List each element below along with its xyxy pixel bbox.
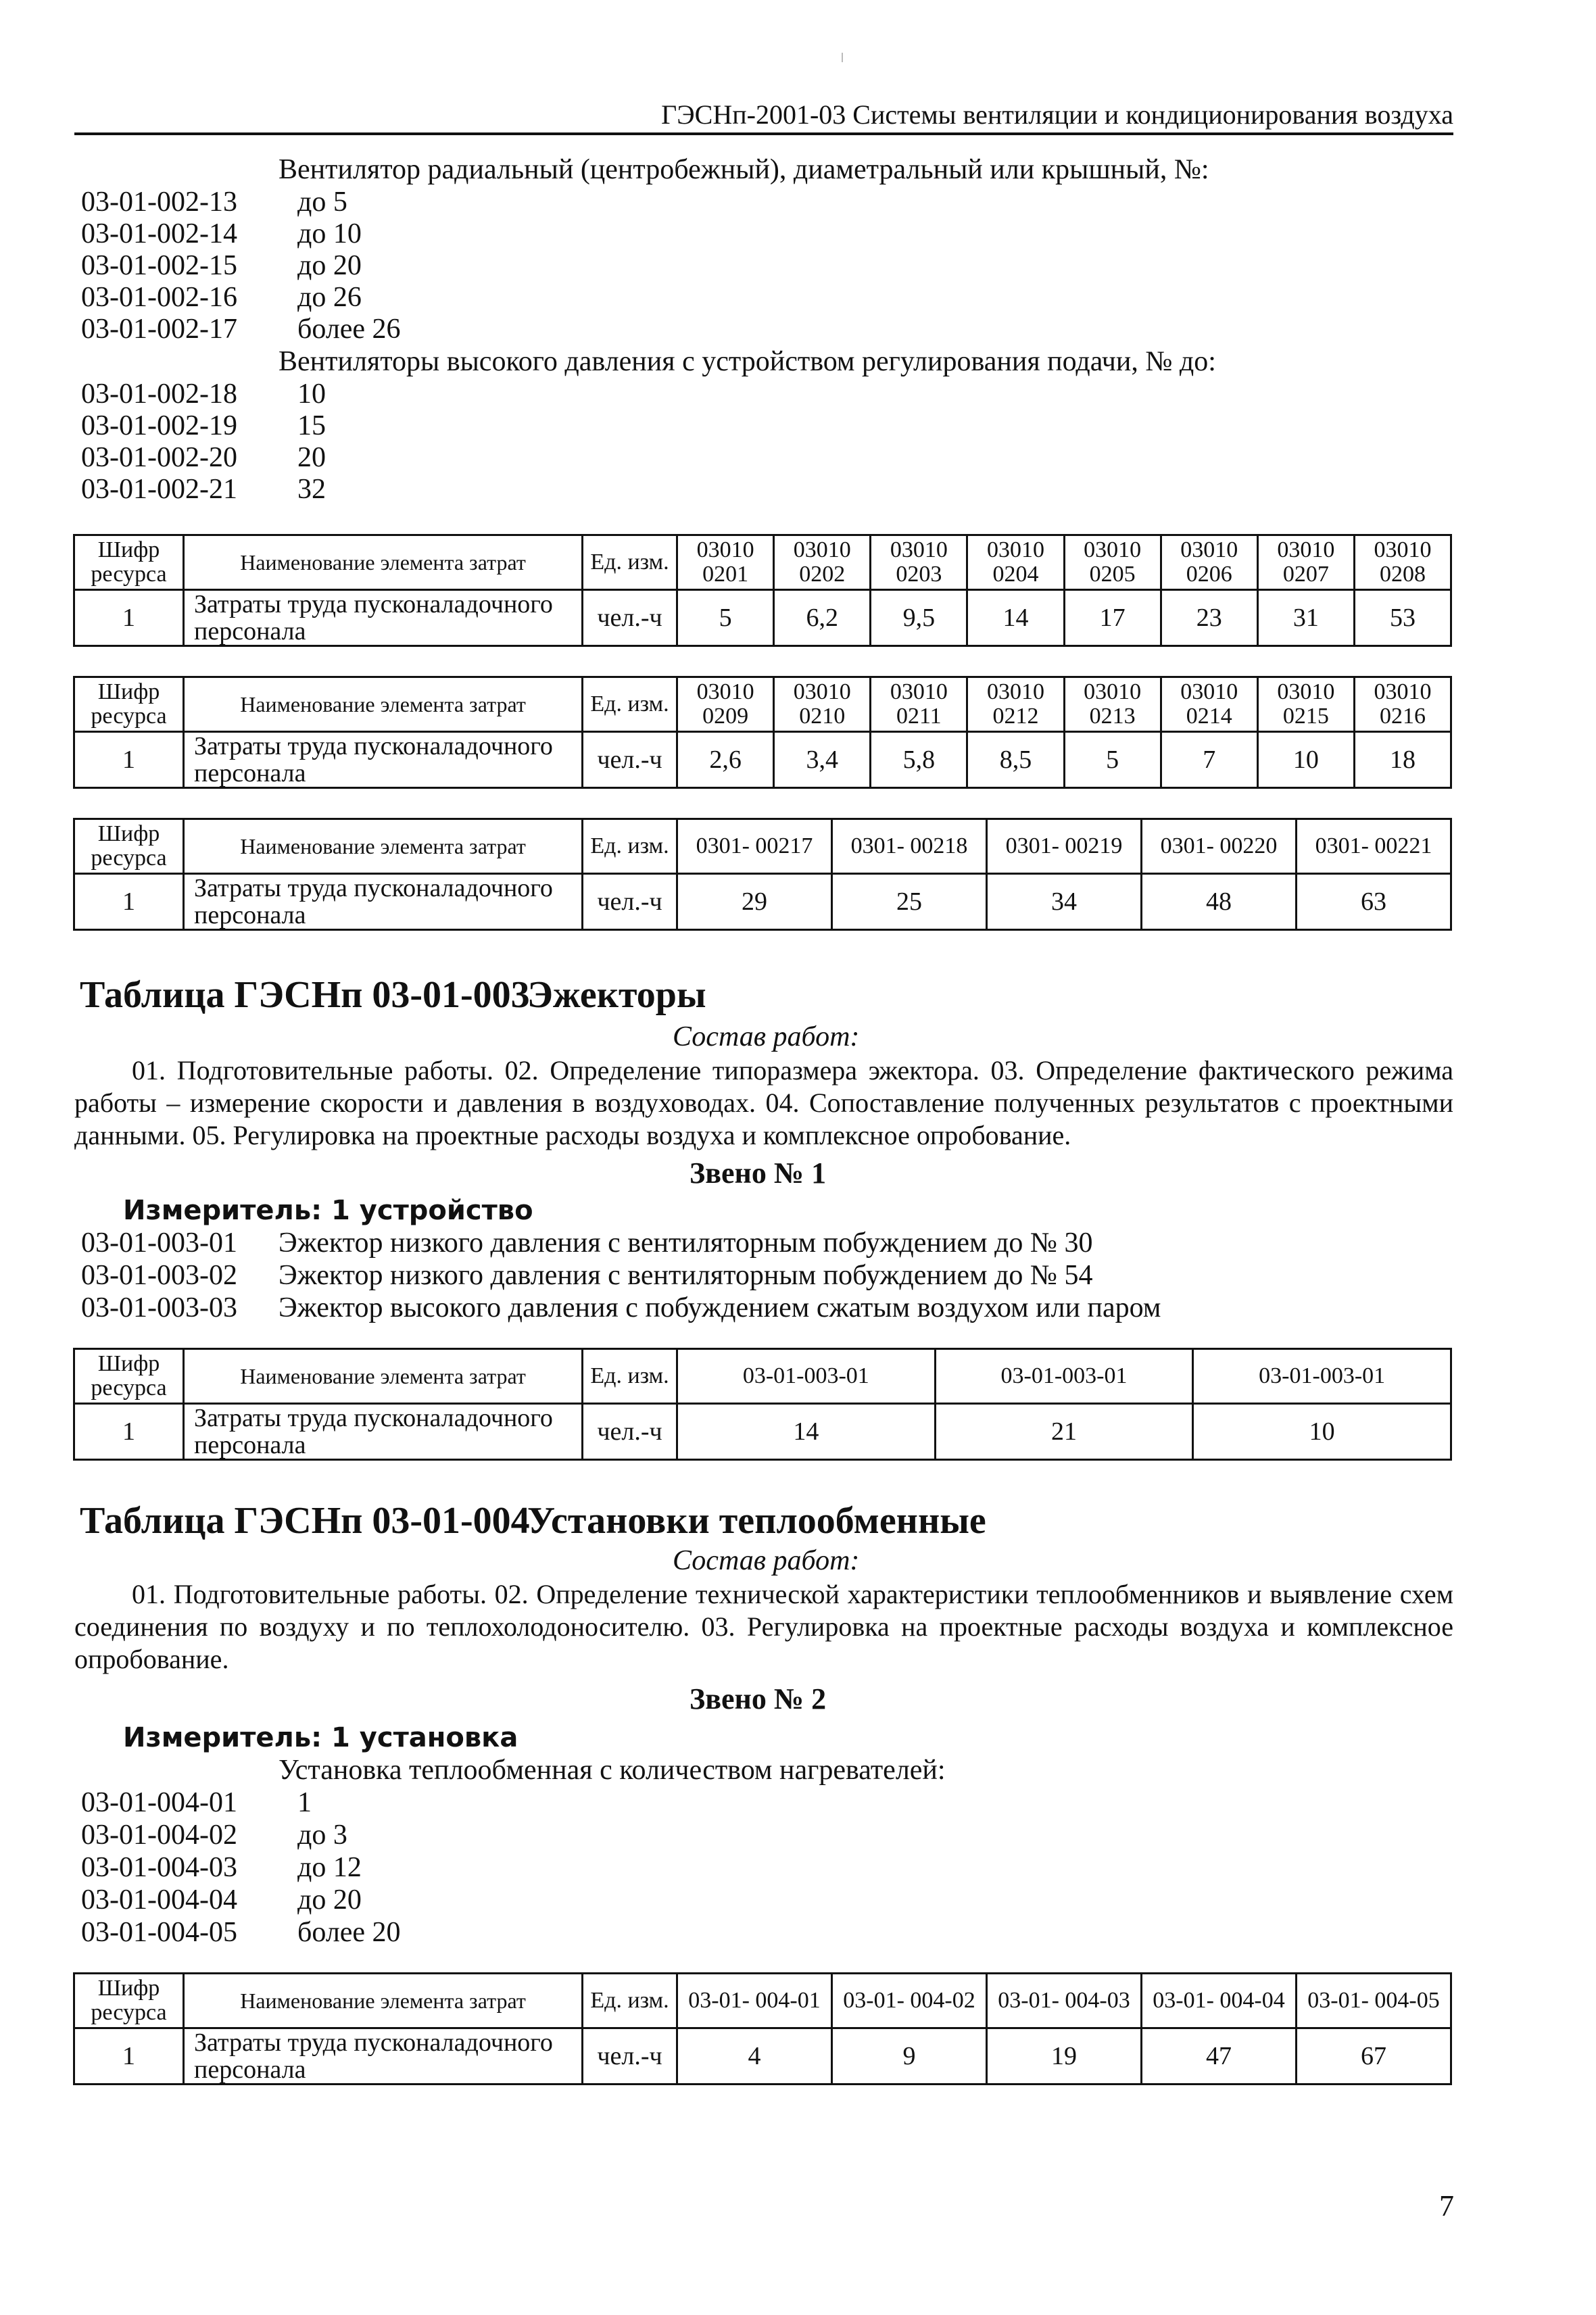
list-item-value: до 5: [297, 187, 347, 218]
cell-value: 3,4: [774, 732, 871, 788]
cell-value: 5,8: [871, 732, 967, 788]
col-code-header: Шифр ресурса: [74, 535, 184, 590]
list-item-code: 03-01-003-03: [81, 1292, 237, 1323]
list-item-code: 03-01-003-02: [81, 1260, 237, 1291]
list-item-code: 03-01-002-14: [81, 218, 237, 249]
row-name: Затраты труда пусконаладочного персонала: [184, 1404, 583, 1460]
col-code-header: Шифр ресурса: [74, 819, 184, 874]
list-item-value: до 20: [297, 1884, 362, 1916]
cell-value: 29: [677, 874, 832, 930]
list-item-value: до 10: [297, 218, 362, 249]
header-title: ГЭСНп-2001-03 Системы вентиляции и кондиционирования воздуха: [661, 99, 1453, 130]
cell-value: 9: [832, 2028, 987, 2085]
section-paragraph: 01. Подготовительные работы. 02. Определение технической характеристики теплообменников и выявление схем соединения по воздуху и по теплохолодоносителю. 03. Регулировка на проектные расходы воздуха и комплексное опробование.: [74, 1579, 1453, 1674]
col-unit-header: Ед. изм.: [583, 677, 677, 732]
cell-value: 14: [677, 1404, 936, 1460]
col-header: 03010 0210: [774, 677, 871, 732]
row-code: 1: [74, 874, 184, 930]
cell-value: 63: [1297, 874, 1451, 930]
list-item-code: 03-01-002-15: [81, 250, 237, 281]
col-header: 03-01-003-01: [935, 1349, 1193, 1404]
col-name-header: Наименование элемента затрат: [184, 1974, 583, 2028]
list-item-value: 32: [297, 474, 326, 505]
row-unit: чел.-ч: [583, 590, 677, 646]
row-name: Затраты труда пусконаладочного персонала: [184, 874, 583, 930]
col-name-header: Наименование элемента затрат: [184, 1349, 583, 1404]
list-item-code: 03-01-002-17: [81, 314, 237, 345]
cell-value: 53: [1354, 590, 1451, 646]
list-item-value: 20: [297, 442, 326, 473]
resource-table-heat-exchangers: [73, 1972, 1452, 2085]
list-item-value: 15: [297, 410, 326, 441]
col-header: 03010 0205: [1064, 535, 1161, 590]
list-heading: Установка теплообменная с количеством нагревателей:: [279, 1755, 946, 1786]
list-item-value: до 12: [297, 1852, 362, 1883]
fans-heading-2: Вентиляторы высокого давления с устройством регулирования подачи, № до:: [279, 346, 1216, 377]
cell-value: 25: [832, 874, 987, 930]
cell-value: 48: [1142, 874, 1297, 930]
cell-value: 9,5: [871, 590, 967, 646]
resource-table-a: [73, 534, 1452, 647]
list-item-text: Эжектор низкого давления с вентиляторным побуждением до № 54: [279, 1260, 1093, 1291]
list-item-code: 03-01-004-03: [81, 1852, 237, 1883]
list-item-text: Эжектор высокого давления с побуждением сжатым воздухом или паром: [279, 1292, 1161, 1323]
resource-table-ejectors: [73, 1348, 1452, 1461]
col-code-header: Шифр ресурса: [74, 677, 184, 732]
col-header: 03-01-003-01: [677, 1349, 936, 1404]
list-item-code: 03-01-004-05: [81, 1917, 237, 1948]
row-code: 1: [74, 590, 184, 646]
list-item-code: 03-01-003-01: [81, 1227, 237, 1259]
list-item-value: более 20: [297, 1917, 401, 1948]
list-item-value: до 20: [297, 250, 362, 281]
col-header: 03010 0213: [1064, 677, 1161, 732]
col-header: 03010 0216: [1354, 677, 1451, 732]
row-name: Затраты труда пусконаладочного персонала: [184, 2028, 583, 2085]
cell-value: 31: [1257, 590, 1354, 646]
col-header: 03010 0201: [677, 535, 774, 590]
cell-value: 7: [1161, 732, 1257, 788]
list-item-value: 1: [297, 1787, 312, 1818]
col-header: 03010 0215: [1257, 677, 1354, 732]
cell-value: 2,6: [677, 732, 774, 788]
col-header: 03010 0203: [871, 535, 967, 590]
row-code: 1: [74, 2028, 184, 2085]
col-header: 0301- 00218: [832, 819, 987, 874]
row-unit: чел.-ч: [583, 732, 677, 788]
col-header: 03-01- 004-04: [1142, 1974, 1297, 2028]
cell-value: 21: [935, 1404, 1193, 1460]
resource-table-c: [73, 818, 1452, 931]
section-paragraph: 01. Подготовительные работы. 02. Определение типоразмера эжектора. 03. Определение фактического режима работы – измерение скорости и давления в воздуховодах. 04. Сопоставление полученных результатов с проектными данными. 05. Регулировка на проектные расходы воздуха и комплексное опробование.: [74, 1055, 1453, 1150]
cell-value: 23: [1161, 590, 1257, 646]
col-header: 03-01- 004-05: [1297, 1974, 1451, 2028]
list-item-value: более 26: [297, 314, 401, 345]
cell-value: 5: [1064, 732, 1161, 788]
col-name-header: Наименование элемента затрат: [184, 819, 583, 874]
col-header: 03-01-003-01: [1193, 1349, 1451, 1404]
cell-value: 10: [1257, 732, 1354, 788]
row-unit: чел.-ч: [583, 2028, 677, 2085]
section-title-name: Установки теплообменные: [527, 1500, 986, 1542]
col-unit-header: Ед. изм.: [583, 1974, 677, 2028]
col-header: 03010 0214: [1161, 677, 1257, 732]
row-name: Затраты труда пусконаладочного персонала: [184, 590, 583, 646]
row-code: 1: [74, 732, 184, 788]
col-header: 0301- 00217: [677, 819, 832, 874]
section-sostav: Состав работ:: [673, 1021, 860, 1052]
page-number: 7: [1439, 2189, 1454, 2222]
cell-value: 19: [987, 2028, 1142, 2085]
row-name: Затраты труда пусконаладочного персонала: [184, 732, 583, 788]
col-code-header: Шифр ресурса: [74, 1349, 184, 1404]
col-code-header: Шифр ресурса: [74, 1974, 184, 2028]
cell-value: 47: [1142, 2028, 1297, 2085]
col-unit-header: Ед. изм.: [583, 1349, 677, 1404]
page-header: [74, 95, 1453, 135]
section-sostav: Состав работ:: [673, 1545, 860, 1576]
col-name-header: Наименование элемента затрат: [184, 535, 583, 590]
cell-value: 8,5: [967, 732, 1064, 788]
cell-value: 14: [967, 590, 1064, 646]
zveno-label: Звено № 1: [690, 1156, 827, 1190]
col-header: 03010 0204: [967, 535, 1064, 590]
col-header: 03010 0211: [871, 677, 967, 732]
col-unit-header: Ед. изм.: [583, 819, 677, 874]
cell-value: 18: [1354, 732, 1451, 788]
list-item-code: 03-01-002-16: [81, 282, 237, 313]
col-header: 03010 0202: [774, 535, 871, 590]
col-header: 0301- 00221: [1297, 819, 1451, 874]
list-item-value: до 3: [297, 1820, 347, 1851]
cell-value: 67: [1297, 2028, 1451, 2085]
izmeritel-label: Измеритель: 1 устройство: [123, 1195, 533, 1226]
cell-value: 5: [677, 590, 774, 646]
col-header: 03-01- 004-03: [987, 1974, 1142, 2028]
row-code: 1: [74, 1404, 184, 1460]
list-item-value: 10: [297, 379, 326, 410]
col-unit-header: Ед. изм.: [583, 535, 677, 590]
col-header: 03010 0207: [1257, 535, 1354, 590]
col-name-header: Наименование элемента затрат: [184, 677, 583, 732]
resource-table-b: [73, 676, 1452, 789]
cell-value: 10: [1193, 1404, 1451, 1460]
cell-value: 34: [987, 874, 1142, 930]
list-item-code: 03-01-002-19: [81, 410, 237, 441]
cell-value: 17: [1064, 590, 1161, 646]
section-title-code: Таблица ГЭСНп 03-01-003: [80, 974, 530, 1016]
section-title-code: Таблица ГЭСНп 03-01-004: [80, 1500, 530, 1542]
col-header: 0301- 00219: [987, 819, 1142, 874]
list-item-code: 03-01-002-13: [81, 187, 237, 218]
cell-value: 4: [677, 2028, 832, 2085]
scan-mark: [842, 53, 843, 62]
list-item-text: Эжектор низкого давления с вентиляторным побуждением до № 30: [279, 1227, 1093, 1259]
cell-value: 6,2: [774, 590, 871, 646]
list-item-code: 03-01-004-02: [81, 1820, 237, 1851]
col-header: 0301- 00220: [1142, 819, 1297, 874]
list-item-code: 03-01-002-18: [81, 379, 237, 410]
list-item-code: 03-01-004-04: [81, 1884, 237, 1916]
izmeritel-label: Измеритель: 1 установка: [123, 1722, 518, 1753]
col-header: 03010 0209: [677, 677, 774, 732]
row-unit: чел.-ч: [583, 1404, 677, 1460]
list-item-value: до 26: [297, 282, 362, 313]
fans-heading-1: Вентилятор радиальный (центробежный), диаметральный или крышный, №:: [279, 154, 1209, 185]
list-item-code: 03-01-004-01: [81, 1787, 237, 1818]
col-header: 03-01- 004-02: [832, 1974, 987, 2028]
col-header: 03010 0206: [1161, 535, 1257, 590]
col-header: 03010 0208: [1354, 535, 1451, 590]
zveno-label: Звено № 2: [690, 1682, 827, 1715]
section-title-name: Эжекторы: [527, 974, 706, 1016]
list-item-code: 03-01-002-21: [81, 474, 237, 505]
row-unit: чел.-ч: [583, 874, 677, 930]
list-item-code: 03-01-002-20: [81, 442, 237, 473]
col-header: 03010 0212: [967, 677, 1064, 732]
col-header: 03-01- 004-01: [677, 1974, 832, 2028]
